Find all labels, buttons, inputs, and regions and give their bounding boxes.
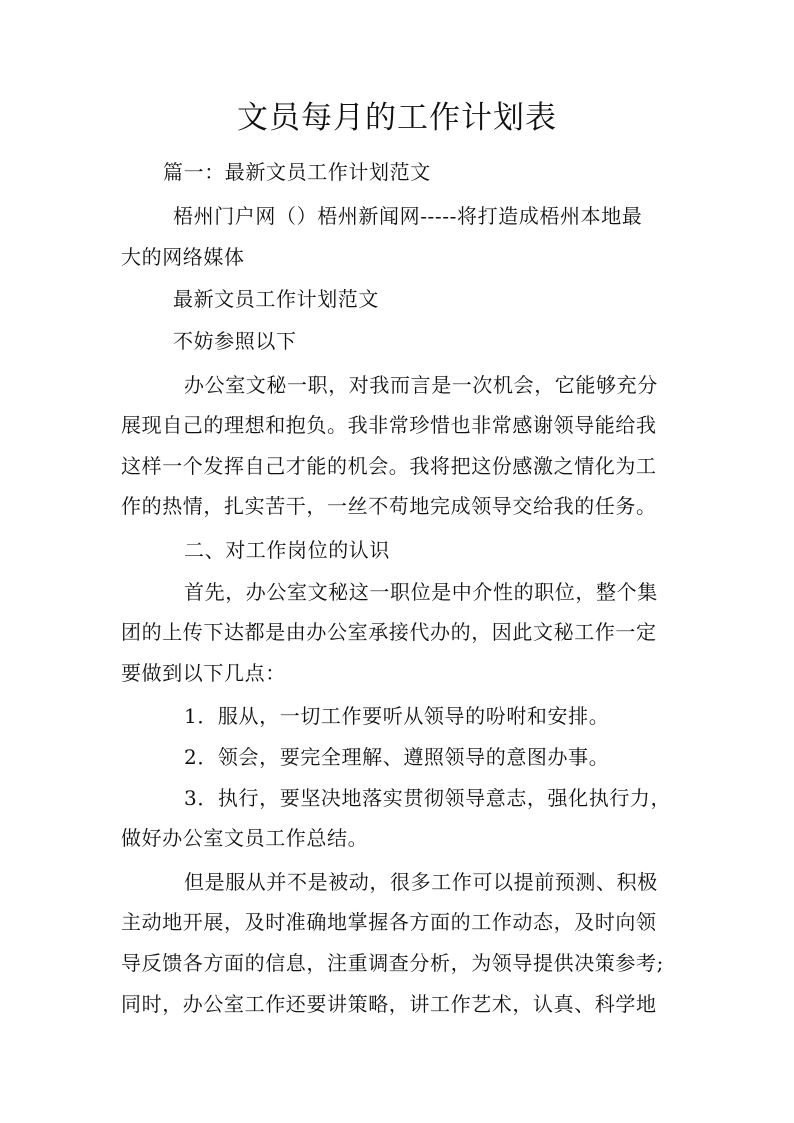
paragraph-line: 最新文员工作计划范文 xyxy=(173,287,379,311)
paragraph-line: 团的上传下达都是由办公室承接代办的，因此文秘工作一定 xyxy=(121,620,657,644)
paragraph-line: 但是服从并不是被动，很多工作可以提前预测、积极 xyxy=(184,870,658,894)
list-item: 3．执行，要坚决地落实贯彻领导意志，强化执行力， xyxy=(184,786,672,810)
paragraph-line: 不妨参照以下 xyxy=(173,329,297,353)
paragraph-line: 作的热情，扎实苦干，一丝不苟地完成领导交给我的任务。 xyxy=(121,494,657,518)
section-heading: 二、对工作岗位的认识 xyxy=(184,538,390,562)
section-heading: 篇一：最新文员工作计划范文 xyxy=(163,160,431,184)
paragraph-line: 办公室文秘一职，对我而言是一次机会，它能够充分 xyxy=(184,373,658,397)
document-title: 文员每月的工作计划表 xyxy=(237,100,557,136)
paragraph-line: 同时，办公室工作还要讲策略，讲工作艺术，认真、科学地 xyxy=(121,992,657,1016)
paragraph-line: 做好办公室文员工作总结。 xyxy=(121,826,369,850)
list-item: 1．服从，一切工作要听从领导的吩咐和安排。 xyxy=(184,704,610,728)
paragraph-line: 这样一个发挥自己才能的机会。我将把这份感激之情化为工 xyxy=(121,454,657,478)
paragraph-line: 展现自己的理想和抱负。我非常珍惜也非常感谢领导能给我 xyxy=(121,413,657,437)
paragraph-line: 要做到以下几点： xyxy=(121,661,286,685)
paragraph-line: 梧州门户网（）梧州新闻网-----将打造成梧州本地最 xyxy=(173,204,643,228)
paragraph-line: 主动地开展，及时准确地掌握各方面的工作动态，及时向领 xyxy=(121,910,657,934)
list-item: 2．领会，要完全理解、遵照领导的意图办事。 xyxy=(184,745,610,769)
paragraph-line: 导反馈各方面的信息，注重调查分析，为领导提供决策参考; xyxy=(121,951,664,975)
paragraph-line: 首先，办公室文秘这一职位是中介性的职位，整个集 xyxy=(184,580,658,604)
paragraph-line: 大的网络媒体 xyxy=(121,245,245,269)
